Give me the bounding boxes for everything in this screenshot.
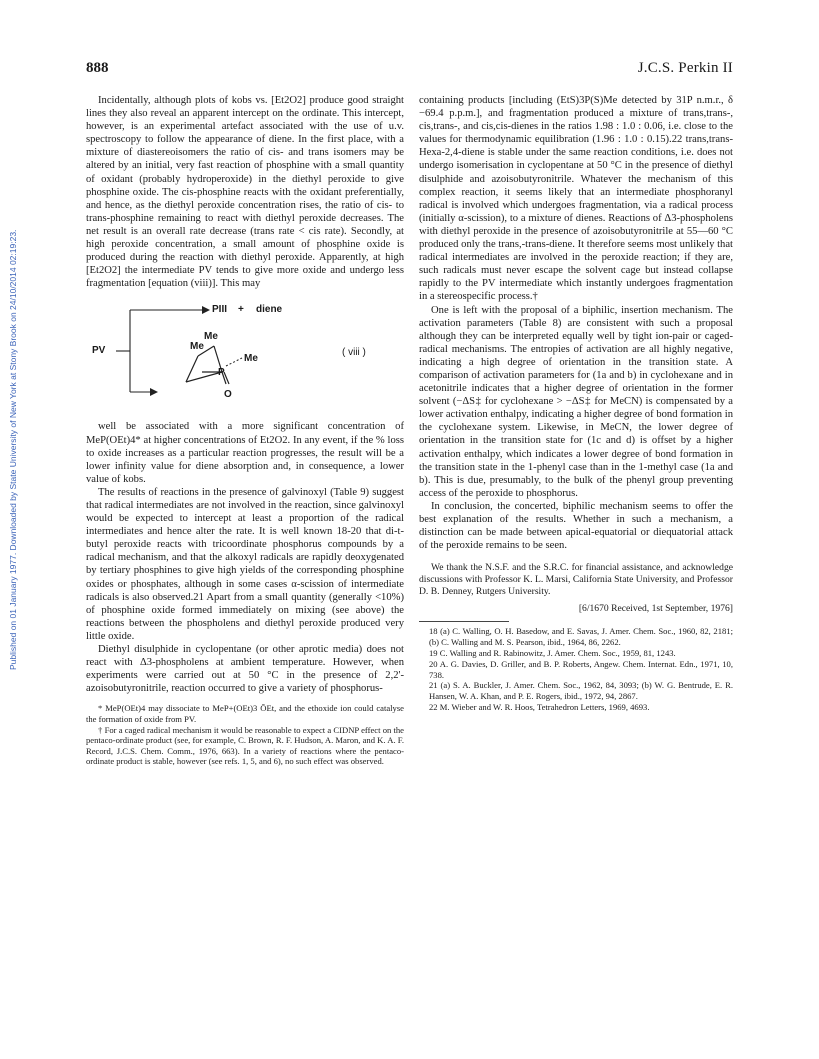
download-watermark-link[interactable]: Published on 01 January 1977. Downloaded by State University of New York at Stony Brook on 24/10/2014 02:19:23.: [8, 229, 18, 670]
footnote-text: † For a caged radical mechanism it would be reasonable to expect a CIDNP effect on the pentaco-ordinate product (see, for example, C. Brown, R. F. Hudson, A. Maron, and K. A. F. Record, J.C.S. Chem. Comm., 1976, 663). In a variety of reactions where the pentaco-ordinate product is stable, however (see refs. 1, 5, and 6), no such effect was observed.: [86, 724, 404, 767]
methyl-label: Me: [190, 341, 204, 353]
piii-label: PIII: [212, 304, 228, 316]
reference-item: 20 A. G. Davies, D. Griller, and B. P. Roberts, Angew. Chem. Internat. Edn., 1971, 10, 738.: [429, 658, 733, 680]
pv-label: PV: [92, 345, 106, 357]
reference-item: 18 (a) C. Walling, O. H. Basedow, and E. Savas, J. Amer. Chem. Soc., 1960, 82, 2181; (b) C. Walling and M. S. Pearson, ibid., 1964, 86, 2262.: [429, 626, 733, 648]
paragraph: well be associated with a more significant concentration of MeP(OEt)4* at higher concentrations of Et2O2. In any event, if the % loss to oxide increases as a particular reaction progresses, the result will be a lower infinity value for diene absorption and, in consequence, a lower value of kobs.: [86, 421, 404, 485]
paragraph: The results of reactions in the presence of galvinoxyl (Table 9) suggest that radical intermediates are not involved in the reaction, since galvinoxyl would be expected to intercept at least a proportion of the radical intermediates and hence alter the rate. It is well known 18-20 that di-t-butyl peroxide reacts with tricoordinate phosphorus compounds by a radical mechanism, and that the alkoxyl radicals are rapidly deoxygenated by tertiary phosphines to give high yields of the corresponding phosphine oxides or phosphates, although in some cases α-scission of intermediate radicals is also observed.21 Apart from a small quantity (generally <10%) of phosphine oxide formed immediately on mixing (see above) the reactions between the phospholens and diethyl peroxide produced very little oxide.: [86, 486, 404, 642]
equation-number: ( viii ): [342, 347, 366, 359]
oxygen-label: O: [224, 389, 232, 401]
paragraph: Incidentally, although plots of kobs vs. [Et2O2] produce good straight lines they also reveal an apparent intercept on the ordinate. This intercept, however, is an experimental artefact associated with the use of u.v. spectroscopy to follow the appearance of diene. In the first place, with a mixture of diastereoisomers the ratio of cis- and trans isomers may be altered by an initial, very fast reaction of phosphine with a small quantity of oxidant (probably hydroperoxide) in the diethyl peroxide to give phosphine oxide. The cis-phosphine reacts with the oxidant preferentially, and hence, as the diethyl peroxide concentration rises, the ratio of cis- to trans-phosphine remaining to react with diethyl peroxide decreases. The net result is an overall rate decrease (trans rate < cis rate). Secondly, at high peroxide concentration, a small amount of phosphine oxide is produced during the reaction with diethyl peroxide. Apparently, at high [Et2O2] the intermediate PV tends to give more oxide and undergo less fragmentation [equation (viii)]. This may: [86, 95, 404, 290]
plus-sign: +: [238, 304, 244, 316]
phosphorus-label: P: [218, 367, 225, 379]
reference-item: 22 M. Wieber and W. R. Hoos, Tetrahedron Letters, 1969, 4693.: [429, 701, 650, 712]
footnote: [86, 703, 404, 767]
paragraph: In conclusion, the concerted, biphilic mechanism seems to offer the best explanation of the results. Whether in such a mechanism, a distinction can be made between apical-equatorial or diequatorial attack of the peroxide remains to be seen.: [419, 500, 733, 552]
equation-viii-figure: [86, 296, 404, 412]
methyl-label: Me: [244, 353, 258, 365]
received-date: [6/1670 Received, 1st September, 1976]: [578, 603, 733, 615]
reference-item: 21 (a) S. A. Buckler, J. Amer. Chem. Soc., 1962, 84, 3093; (b) W. G. Bentrude, E. R. Hansen, W. A. Khan, and P. E. Rogers, ibid., 1972, 94, 2867.: [429, 680, 733, 702]
journal-title: J.C.S. Perkin II: [637, 60, 733, 76]
footnote-text: * MeP(OEt)4 may dissociate to MeP+(OEt)3 ŌEt, and the ethoxide ion could catalyse the formation of oxide from PV.: [86, 703, 404, 724]
paragraph: Diethyl disulphide in cyclopentane (or other aprotic media) does not react with Δ3-phospholens at ambient temperature. However, when experiments were carried out at 50 °C in the presence of 2,2'-azoisobutyronitrile, reaction occurred to give a variety of phosphorus-: [86, 644, 404, 695]
acknowledgement: We thank the N.S.F. and the S.R.C. for financial assistance, and acknowledge discussions with Professor K. L. Marsi, California State University, and Professor D. B. Denney, Rutgers University.: [419, 562, 733, 598]
references-divider: [419, 621, 509, 622]
paragraph: One is left with the proposal of a biphilic, insertion mechanism. The activation parameters (Table 8) are consistent with such a proposal although they can be interpreted equally well by tight ion-pair or caged-radical mechanisms. The entropies of activation are all highly negative, indicating a high degree of orientation in the transition state. A comparison of activation parameters for (1a and b) in cyclohexane and in acetonitrile indicates that a higher degree of orientation in the former solvent (−ΔS‡ for cyclohexane > −ΔS‡ for MeCN) is compensated by a lower activation enthalpy, indicating a higher degree of bond formation in the cyclohexane system. Likewise, in MeCN, the lower degree of orientation in the transition state for (1c and d) is offset by a higher activation enthalpy, which indicates a lower degree of bond formation in the transition state in the 1-phenyl case than in the 1-methyl case (1a and b). This is due, presumably, to the bulk of the phenyl group preventing access of the peroxide to phosphorus.: [419, 304, 733, 499]
right-column: [419, 94, 733, 713]
methyl-label: Me: [204, 331, 218, 343]
page-number: 888: [86, 60, 109, 76]
diene-label: diene: [256, 304, 283, 316]
paragraph: containing products [including (EtS)3P(S)Me detected by 31P n.m.r., δ −69.4 p.p.m.], and fragmentation produced a mixture of trans,trans-, cis,trans-, and cis,cis-dienes in the ratios 1.98 : 1.0 : 0.06, i.e. close to the values for thermodynamic equilibration (1.96 : 1.0 : 0.15).22 trans,trans-Hexa-2,4-diene is stable under the same reaction conditions, i.e. does not undergo isomerisation in cyclopentane at 50 °C in the presence of diethyl disulphide and azoisobutyronitrile. Whatever the mechanism of this complex reaction, it seems likely that an intermediate phosphoranyl radical is involved which undergoes fragmentation, via a radical process (initially α-scission), to a mixture of dienes. Reactions of Δ3-phospholens with diethyl peroxide in the presence of azoisobutyronitrile at 55—60 °C produced only the trans,-trans-diene. It therefore seems most unlikely that radical intermediates are involved in the peroxide reaction; if they are, such radicals must never escape the solvent cage but instead collapse rapidly to the PV intermediate which instantly undergoes fragmentation in a stereospecific process.†: [419, 95, 733, 303]
reference-item: 19 C. Walling and R. Rabinowitz, J. Amer. Chem. Soc., 1959, 81, 1243.: [429, 647, 676, 658]
left-column: [86, 94, 404, 767]
